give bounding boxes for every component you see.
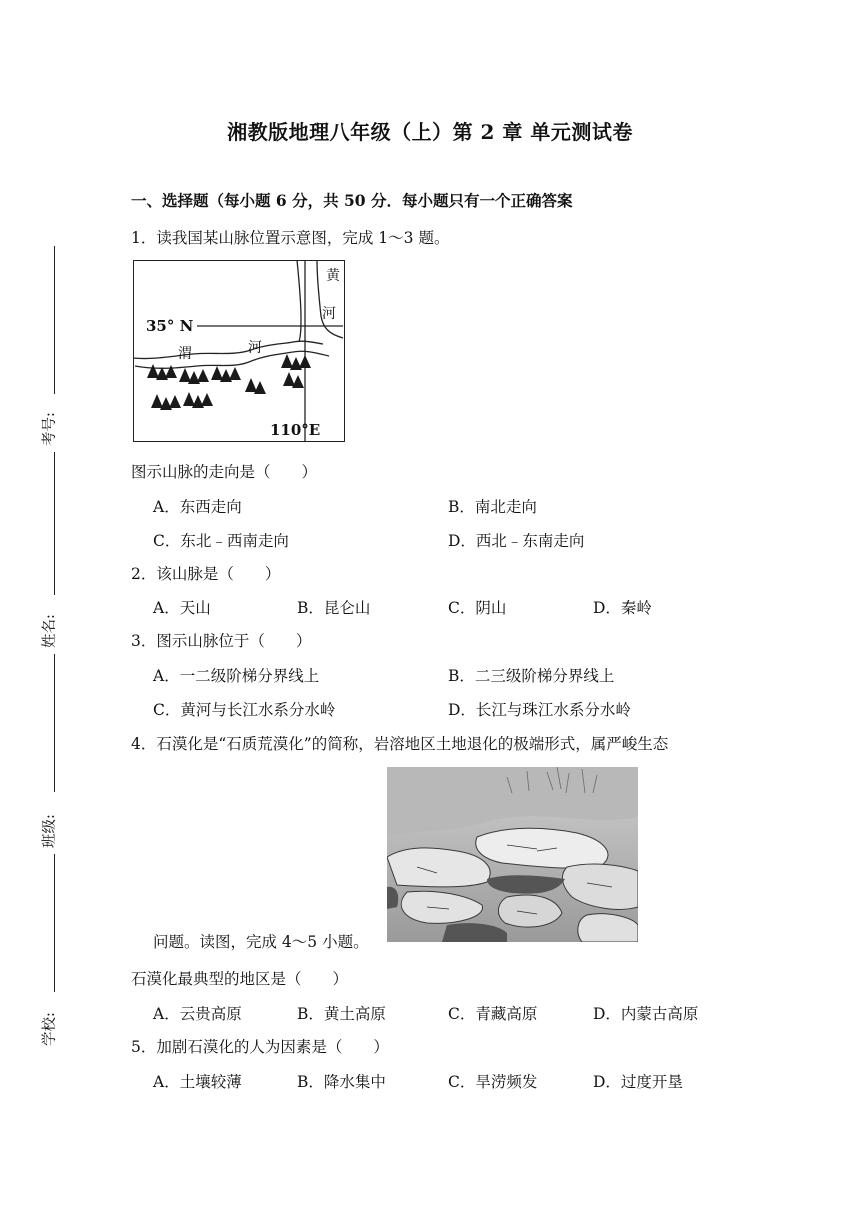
question-1-stem: 1．读我国某山脉位置示意图，完成 1～3 题。 bbox=[131, 229, 450, 247]
question-4-stem: 4．石漠化是“石质荒漠化”的简称，岩溶地区土地退化的极端形式，属严峻生态 bbox=[131, 735, 669, 753]
q4-option-c[interactable]: C．青藏高原 bbox=[448, 1005, 538, 1023]
q2-option-a[interactable]: A．天山 bbox=[153, 599, 211, 617]
longitude-label: 110°E bbox=[270, 421, 321, 439]
q5-option-d[interactable]: D．过度开垦 bbox=[593, 1073, 683, 1091]
yellow-river-label: 黄 bbox=[326, 268, 340, 284]
q3-option-b[interactable]: B．二三级阶梯分界线上 bbox=[448, 667, 615, 685]
q2-option-b[interactable]: B．昆仑山 bbox=[297, 599, 371, 617]
q2-option-d[interactable]: D．秦岭 bbox=[593, 599, 652, 617]
q4-option-b[interactable]: B．黄土高原 bbox=[297, 1005, 386, 1023]
question-4-stem-continued: 问题。读图，完成 4～5 小题。 bbox=[153, 933, 369, 951]
mountain-symbols bbox=[147, 354, 311, 410]
q2-option-c[interactable]: C．阴山 bbox=[448, 599, 507, 617]
question-2-stem: 2．该山脉是（ ） bbox=[131, 565, 281, 583]
q5-option-b[interactable]: B．降水集中 bbox=[297, 1073, 386, 1091]
q3-option-a[interactable]: A．一二级阶梯分界线上 bbox=[153, 667, 320, 685]
q1-option-d[interactable]: D．西北﹣东南走向 bbox=[448, 532, 585, 550]
q4-option-d[interactable]: D．内蒙古高原 bbox=[593, 1005, 699, 1023]
wei-river-label: 渭 bbox=[178, 346, 192, 362]
question-3-stem: 3．图示山脉位于（ ） bbox=[131, 632, 312, 650]
q1-option-b[interactable]: B．南北走向 bbox=[448, 498, 537, 516]
q4-option-a[interactable]: A．云贵高原 bbox=[153, 1005, 242, 1023]
school-label: 学校: bbox=[42, 1012, 58, 1046]
question-5-stem: 5．加剧石漠化的人为因素是（ ） bbox=[131, 1038, 389, 1056]
rocky-desertification-photo bbox=[387, 767, 638, 942]
q1-option-a[interactable]: A．东西走向 bbox=[153, 498, 242, 516]
exam-number-label: 考号: bbox=[42, 412, 58, 446]
page-title: 湘教版地理八年级（上）第 2 章 单元测试卷 bbox=[227, 120, 633, 144]
binding-line bbox=[54, 854, 55, 992]
name-label: 姓名: bbox=[42, 614, 58, 648]
q1-option-c[interactable]: C．东北﹣西南走向 bbox=[153, 532, 289, 550]
class-label: 班级: bbox=[42, 814, 58, 848]
section-heading: 一、选择题（每小题 6 分，共 50 分．每小题只有一个正确答案 bbox=[131, 191, 573, 210]
binding-line bbox=[54, 246, 55, 394]
q3-option-d[interactable]: D．长江与珠江水系分水岭 bbox=[448, 701, 631, 719]
q3-option-c[interactable]: C．黄河与长江水系分水岭 bbox=[153, 701, 336, 719]
latitude-label: 35° N bbox=[146, 317, 194, 335]
question-1-sub-stem: 图示山脉的走向是（ ） bbox=[131, 463, 318, 481]
binding-line bbox=[54, 452, 55, 595]
yellow-river-he-label: 河 bbox=[322, 306, 336, 322]
binding-line bbox=[54, 654, 55, 792]
question-4-sub-stem: 石漠化最典型的地区是（ ） bbox=[131, 970, 349, 988]
q5-option-a[interactable]: A．土壤较薄 bbox=[153, 1073, 242, 1091]
q5-option-c[interactable]: C．旱涝频发 bbox=[448, 1073, 538, 1091]
mountain-location-map bbox=[133, 260, 345, 442]
wei-river-he-label: 河 bbox=[248, 340, 262, 356]
